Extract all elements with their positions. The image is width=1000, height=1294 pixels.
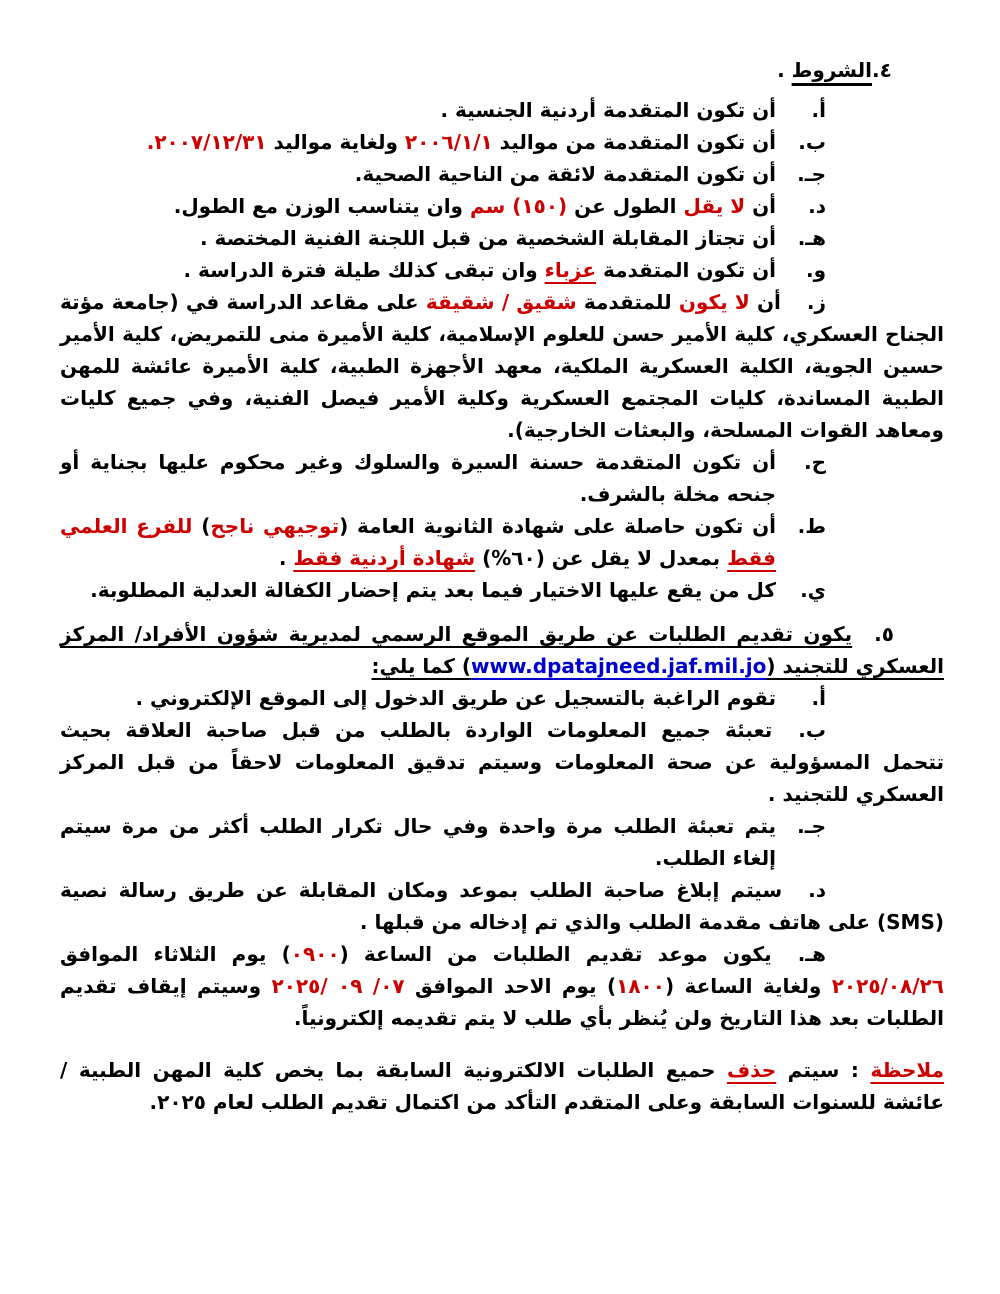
- item-letter: جـ.: [797, 814, 826, 838]
- text-segment: ١٨٠٠: [616, 974, 665, 998]
- text-segment: ٠٧/ ٠٩ /٢٠٢٥: [271, 974, 405, 998]
- item-text: [60, 190, 776, 222]
- text-segment: ) يوم الاحد الموافق: [404, 974, 617, 998]
- text-segment: تقوم الراغبة بالتسجيل عن طريق الدخول إلى الموقع الإلكتروني .: [135, 686, 776, 710]
- text-segment: بمعدل لا يقل عن (٦٠%): [475, 546, 728, 570]
- text-segment: يكون تقديم الطلبات عن طريق الموقع الرسمي لمديرية شؤون الأفراد/ المركز العسكري للتجنيد: [60, 622, 944, 678]
- item-letter: أ.: [811, 686, 826, 710]
- section4-item-8: [60, 446, 944, 510]
- text-segment: فقط: [727, 546, 776, 570]
- section5-item-2: [60, 714, 944, 810]
- item-letter: ي.: [800, 578, 826, 602]
- text-segment: أن تكون المتقدمة أردنية الجنسية .: [440, 98, 776, 122]
- text-segment: تعبئة جميع المعلومات الواردة بالطلب من قبل صاحبة العلاقة بحيث تتحمل المسؤولية عن صحة المعلومات وسيتم تدقيق المعلومات لاحقاً من قبل المركز العسكري للتجنيد .: [60, 718, 944, 806]
- section4-item-6: [60, 254, 944, 286]
- text-segment: عزباء: [544, 258, 597, 282]
- text-segment: ٢٠٠٧/١٢/٣١.: [146, 130, 267, 154]
- item-letter: ط.: [797, 514, 826, 538]
- text-segment: (١٥٠) سم: [469, 194, 568, 218]
- item-letter: أ.: [811, 98, 826, 122]
- text-segment: كل من يقع عليها الاختيار فيما بعد يتم إحضار الكفالة العدلية المطلوبة.: [90, 578, 776, 602]
- item-text: [60, 158, 776, 190]
- text-segment: أن: [749, 290, 781, 314]
- item-letter: هـ.: [797, 226, 826, 250]
- section5-item-3: [60, 810, 944, 874]
- text-segment: حذف: [726, 1058, 777, 1082]
- section5-heading: [60, 618, 944, 682]
- section4-number: ٤.: [872, 58, 892, 82]
- text-segment: أن تجتاز المقابلة الشخصية من قبل اللجنة الفنية المختصة .: [199, 226, 776, 250]
- text-segment: سيتم إبلاغ صاحبة الطلب بموعد ومكان المقابلة عن طريق رسالة نصية (SMS) على هاتف مقدمة الطلب والذي تم إدخاله من قبلها .: [60, 878, 944, 934]
- text-segment: وان يتناسب الوزن مع الطول.: [173, 194, 470, 218]
- section4-item-3: [60, 158, 944, 190]
- item-letter: د.: [808, 878, 826, 902]
- section4-title-period: .: [777, 58, 792, 82]
- item-letter: هـ.: [797, 942, 826, 966]
- text-segment: شهادة أردنية فقط: [293, 546, 476, 570]
- item-text: [60, 254, 776, 286]
- section4-item-7: [60, 286, 944, 446]
- item-text: [60, 810, 776, 874]
- item-text: [60, 94, 776, 126]
- section4-item-9: [60, 510, 944, 574]
- text-segment: أن: [745, 194, 776, 218]
- item-text: [60, 222, 776, 254]
- section4-item-4: [60, 190, 944, 222]
- item-letter: ب.: [798, 718, 826, 742]
- item-letter: د.: [808, 194, 826, 218]
- text-segment: يتم تعبئة الطلب مرة واحدة وفي حال تكرار الطلب أكثر من مرة سيتم إلغاء الطلب.: [60, 814, 776, 870]
- text-segment: وان تبقى كذلك طيلة فترة الدراسة .: [183, 258, 545, 282]
- item-text: [60, 446, 776, 510]
- item-letter: ب.: [798, 130, 826, 154]
- text-segment: لا يقل: [683, 194, 746, 218]
- text-segment: ): [192, 514, 211, 538]
- text-segment: ٢٠٢٥/٠٨/٢٦: [831, 974, 944, 998]
- text-segment: أن تكون المتقدمة لائقة من الناحية الصحية.: [354, 162, 776, 186]
- text-segment: ٠٩٠٠: [290, 942, 340, 966]
- website-link[interactable]: www.dpatajneed.jaf.mil.jo: [471, 654, 767, 678]
- section4-heading: [60, 54, 944, 86]
- section5-items: [60, 682, 944, 1034]
- text-segment: توجيهي ناجح: [210, 514, 340, 538]
- text-segment: ٢٠٠٦/١/١: [404, 130, 493, 154]
- item-text: [60, 510, 776, 574]
- text-segment: ) يوم الثلاثاء الموافق: [60, 942, 291, 966]
- note-paragraph: [60, 1054, 944, 1118]
- item-text: [60, 574, 776, 606]
- text-segment: ولغاية الساعة (: [664, 974, 832, 998]
- text-segment: وسيتم إيقاف تقديم الطلبات بعد هذا التاريخ ولن يُنظر بأي طلب لا يتم تقديمه إلكترونياً.: [60, 974, 944, 1030]
- text-segment: كما يلي:: [371, 654, 455, 678]
- section4-title-wrap: [777, 54, 872, 86]
- section5-item-1: [60, 682, 944, 714]
- text-segment: حميع الطلبات الالكترونية السابقة بما يخص كلية المهن الطبية / عائشة للسنوات السابقة وعلى المتقدم التأكد من اكتمال تقديم الطلب لعام ٢٠٢٥.: [60, 1058, 944, 1114]
- text-segment: على مقاعد الدراسة في (جامعة مؤتة الجناح العسكري، كلية الأمير حسن للعلوم الإسلامية، كلية الأميرة منى للتمريض، كلية الأمير حسين الجوية، الكلية العسكرية الملكية، معهد الأجهزة الطبية، كلية الأميرة عائشة للمهن الطبية المساندة، كليات المجتمع العسكرية وكلية الأمير فيصل الفنية، وفي جميع كليات ومعاهد القوات المسلحة، والبعثات الخارجية).: [60, 290, 944, 442]
- text-segment: ): [454, 654, 472, 678]
- section5-item-4: [60, 874, 944, 938]
- text-segment: للمتقدمة: [576, 290, 679, 314]
- section4-item-5: [60, 222, 944, 254]
- text-segment: أن تكون المتقدمة من مواليد: [492, 130, 776, 154]
- text-segment: لا يكون: [678, 290, 750, 314]
- section4-items: [60, 94, 944, 606]
- text-segment: أن تكون حاصلة على شهادة الثانوية العامة (: [339, 514, 776, 538]
- section5-number: ٥.: [874, 622, 894, 646]
- text-segment: أن تكون المتقدمة حسنة السيرة والسلوك وغير محكوم عليها بجناية أو جنحه مخلة بالشرف.: [60, 450, 776, 506]
- text-segment: ملاحظة: [870, 1058, 944, 1082]
- item-text: [60, 682, 776, 714]
- item-letter: جـ.: [797, 162, 826, 186]
- section4-item-1: [60, 94, 944, 126]
- item-letter: و.: [805, 258, 826, 282]
- text-segment: .: [278, 546, 294, 570]
- section5-item-5: [60, 938, 944, 1034]
- text-segment: أن تكون المتقدمة: [596, 258, 776, 282]
- text-segment: الطول عن: [567, 194, 684, 218]
- section5-heading-text: [60, 622, 944, 678]
- note-text: [60, 1058, 944, 1114]
- text-segment: يكون موعد تقديم الطلبات من الساعة (: [339, 942, 772, 966]
- text-segment: شقيق / شقيقة: [425, 290, 577, 314]
- text-segment: : سيتم: [776, 1058, 871, 1082]
- section4-title: الشروط: [791, 58, 872, 82]
- text-segment: (: [766, 654, 776, 678]
- item-letter: ز.: [806, 290, 827, 314]
- item-letter: ح.: [803, 450, 826, 474]
- section4-item-2: [60, 126, 944, 158]
- item-text: [60, 126, 776, 158]
- text-segment: ولغاية مواليد: [266, 130, 405, 154]
- section4-item-10: [60, 574, 944, 606]
- text-segment: للفرع العلمي: [60, 514, 193, 538]
